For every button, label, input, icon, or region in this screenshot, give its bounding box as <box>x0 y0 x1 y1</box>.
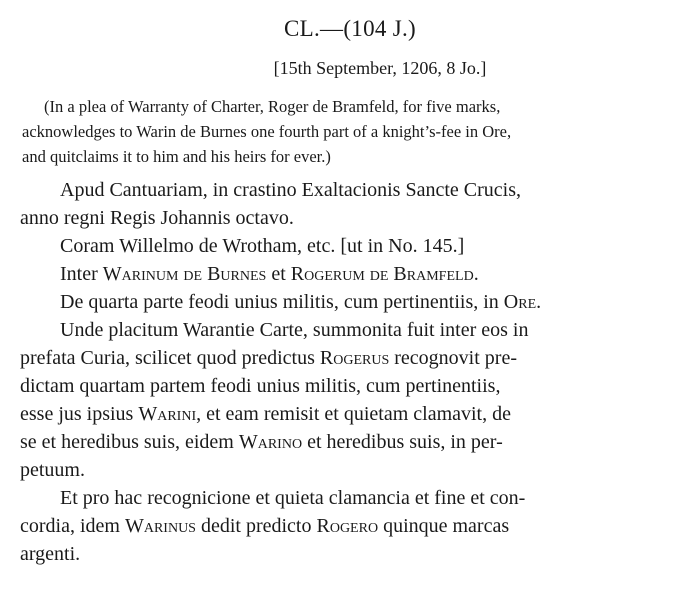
text-line <box>20 288 682 316</box>
text-line: Et pro hac recognicione et quieta clamancia et fine et con- <box>60 487 526 509</box>
text-line <box>20 344 682 372</box>
paragraph-de-quarta <box>20 288 682 316</box>
text-fragment: dedit predicto <box>195 515 317 537</box>
text-line: petuum. <box>20 459 85 481</box>
party-name: Warinum de Burnes <box>102 263 267 285</box>
text-fragment: Inter <box>60 263 103 285</box>
summary-line: (In a plea of Warranty of Charter, Roger de Bramfeld, for five marks, <box>44 97 501 116</box>
paragraph-et-pro <box>20 484 682 568</box>
text-fragment: cordia, idem <box>20 515 125 537</box>
text-line: argenti. <box>20 543 81 565</box>
text-line: Unde placitum Warantie Carte, summonita fuit inter eos in <box>60 319 529 341</box>
party-name: Rogerus <box>319 347 390 369</box>
text-fragment: quinque marcas <box>378 515 510 537</box>
text-fragment: esse jus ipsius <box>20 403 139 425</box>
party-name: Rogero <box>316 515 379 537</box>
document-heading: CL.—(104 J.) <box>283 16 416 41</box>
text-line <box>20 400 682 428</box>
text-fragment: De quarta parte feodi unius militis, cum pertinentiis, in <box>60 291 504 313</box>
text-line: Apud Cantuariam, in crastino Exaltacionis Sancte Crucis, <box>60 179 521 201</box>
party-name: Warini <box>138 403 197 425</box>
text-line <box>20 512 682 540</box>
text-line <box>20 260 682 288</box>
document-date: [15th September, 1206, 8 Jo.] <box>273 58 487 78</box>
text-fragment: et heredibus suis, in per- <box>302 431 503 453</box>
summary-line: acknowledges to Warin de Burnes one fourth part of a knight’s-fee in Ore, <box>22 122 512 141</box>
text-fragment: recognovit pre- <box>389 347 517 369</box>
paragraph-coram <box>20 232 682 260</box>
text-fragment: et <box>266 263 291 285</box>
document-body <box>20 176 682 568</box>
text-line: dictam quartam partem feodi unius militis, cum pertinentiis, <box>20 375 501 397</box>
text-line: anno regni Regis Johannis octavo. <box>20 207 294 229</box>
summary-paragraph <box>22 94 682 169</box>
paragraph-apud <box>20 176 682 232</box>
text-fragment: . <box>473 263 479 285</box>
paragraph-inter <box>20 260 682 288</box>
text-line <box>20 428 682 456</box>
place-name: Ore <box>503 291 537 313</box>
party-name: Warino <box>238 431 303 453</box>
text-fragment: . <box>536 291 542 313</box>
party-name: Rogerum de Bramfeld <box>290 263 474 285</box>
paragraph-unde <box>20 316 682 484</box>
summary-line: and quitclaims it to him and his heirs for ever.) <box>22 147 331 166</box>
text-line: Coram Willelmo de Wrotham, etc. [ut in No. 145.] <box>60 235 465 257</box>
text-fragment: prefata Curia, scilicet quod predictus <box>20 347 320 369</box>
text-fragment: , et eam remisit et quietam clamavit, de <box>196 403 511 425</box>
party-name: Warinus <box>124 515 196 537</box>
text-fragment: se et heredibus suis, eidem <box>20 431 239 453</box>
